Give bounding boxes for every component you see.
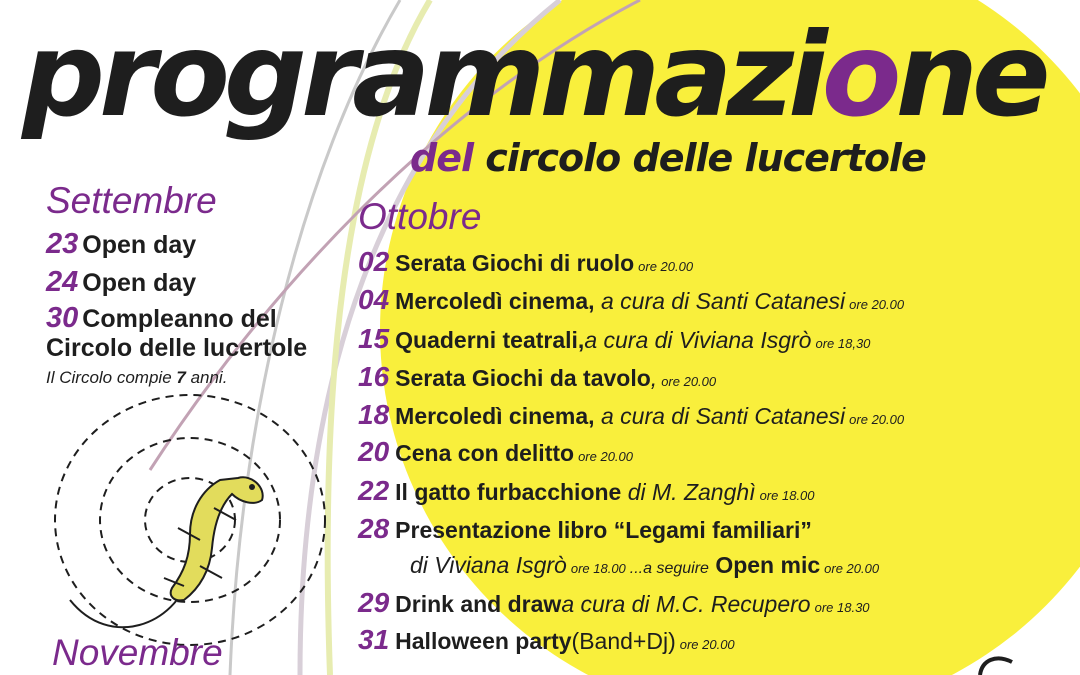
list-item bbox=[358, 361, 716, 393]
event-note bbox=[46, 368, 227, 388]
event-day: 28 bbox=[358, 513, 390, 544]
event-curator: a cura di M.C. Recupero bbox=[561, 591, 811, 617]
list-item bbox=[358, 323, 870, 355]
list-item bbox=[358, 284, 904, 316]
subtitle-rest: circolo delle lucertole bbox=[485, 136, 926, 180]
list-item bbox=[46, 302, 277, 335]
event-hour: ore 20.00 bbox=[824, 561, 880, 576]
event-curator: di Viviana Isgrò bbox=[410, 552, 567, 578]
event-title: Drink and draw bbox=[395, 591, 562, 617]
event-curator: a cura di Santi Catanesi bbox=[594, 403, 846, 429]
list-item bbox=[46, 228, 196, 261]
event-title: Open day bbox=[82, 231, 197, 259]
event-day: 15 bbox=[358, 323, 390, 354]
event-title: Mercoledì cinema, bbox=[395, 403, 595, 429]
event-hour: ore 18,30 bbox=[815, 336, 871, 351]
list-item bbox=[46, 266, 196, 299]
event-title-line2: Circolo delle lucertole bbox=[46, 334, 308, 362]
event-continuation bbox=[410, 552, 883, 579]
event-day: 23 bbox=[46, 228, 79, 260]
month-ottobre: Ottobre bbox=[358, 196, 482, 237]
title-prefix: programmazi bbox=[22, 8, 822, 143]
event-curator: (Band+Dj) bbox=[571, 628, 676, 654]
note-text: Il Circolo compie bbox=[46, 368, 177, 387]
note-number: 7 bbox=[176, 368, 186, 387]
list-item bbox=[358, 475, 815, 507]
list-item bbox=[358, 436, 633, 468]
event-day: 04 bbox=[358, 284, 390, 315]
page-title bbox=[22, 8, 1045, 143]
month-novembre: Novembre bbox=[52, 632, 223, 673]
list-item bbox=[358, 246, 693, 278]
event-hour: ore 20.00 bbox=[679, 637, 735, 652]
page-subtitle bbox=[410, 136, 926, 180]
event-day: 31 bbox=[358, 624, 390, 655]
subtitle-del: del bbox=[410, 136, 473, 180]
event-title: Presentazione libro “Legami familiari” bbox=[395, 517, 812, 543]
event-hour: ore 20.00 bbox=[849, 297, 905, 312]
event-title: Open mic bbox=[715, 552, 821, 578]
event-title: Open day bbox=[82, 269, 197, 297]
month-settembre: Settembre bbox=[46, 180, 217, 221]
list-item bbox=[358, 399, 904, 431]
event-follow: ...a seguire bbox=[629, 560, 709, 577]
event-hour: ore 20.00 bbox=[578, 449, 633, 464]
event-curator: a cura di Viviana Isgrò bbox=[584, 327, 812, 353]
title-o: o bbox=[821, 8, 896, 143]
event-day: 22 bbox=[358, 475, 390, 506]
event-hour: ore 18.30 bbox=[814, 600, 870, 615]
event-hour: ore 18.00 bbox=[759, 488, 815, 503]
event-hour: ore 20.00 bbox=[638, 259, 694, 274]
title-suffix: ne bbox=[895, 8, 1045, 143]
event-day: 20 bbox=[358, 436, 390, 467]
list-item bbox=[358, 513, 816, 545]
event-day: 29 bbox=[358, 587, 390, 618]
event-title: Halloween party bbox=[395, 628, 572, 654]
note-text-end: anni. bbox=[185, 368, 228, 387]
list-item bbox=[358, 587, 870, 619]
event-curator: , bbox=[650, 365, 658, 391]
event-hour: ore 18.00 bbox=[570, 561, 626, 576]
event-day: 30 bbox=[46, 302, 79, 334]
event-title: Compleanno del bbox=[82, 305, 277, 333]
event-curator: a cura di Santi Catanesi bbox=[594, 288, 846, 314]
event-title: Serata Giochi di ruolo bbox=[395, 250, 635, 276]
event-day: 16 bbox=[358, 361, 390, 392]
event-title: Quaderni teatrali, bbox=[395, 327, 585, 353]
event-day: 24 bbox=[46, 266, 79, 298]
event-hour: ore 20.00 bbox=[661, 374, 717, 389]
event-title: Serata Giochi da tavolo bbox=[395, 365, 651, 391]
event-curator: di M. Zanghì bbox=[621, 479, 756, 505]
event-hour: ore 20.00 bbox=[849, 412, 905, 427]
event-title: Il gatto furbacchione bbox=[395, 479, 622, 505]
event-day: 02 bbox=[358, 246, 390, 277]
event-title: Cena con delitto bbox=[395, 440, 575, 466]
list-item bbox=[358, 624, 735, 656]
event-day: 18 bbox=[358, 399, 390, 430]
event-title: Mercoledì cinema, bbox=[395, 288, 595, 314]
